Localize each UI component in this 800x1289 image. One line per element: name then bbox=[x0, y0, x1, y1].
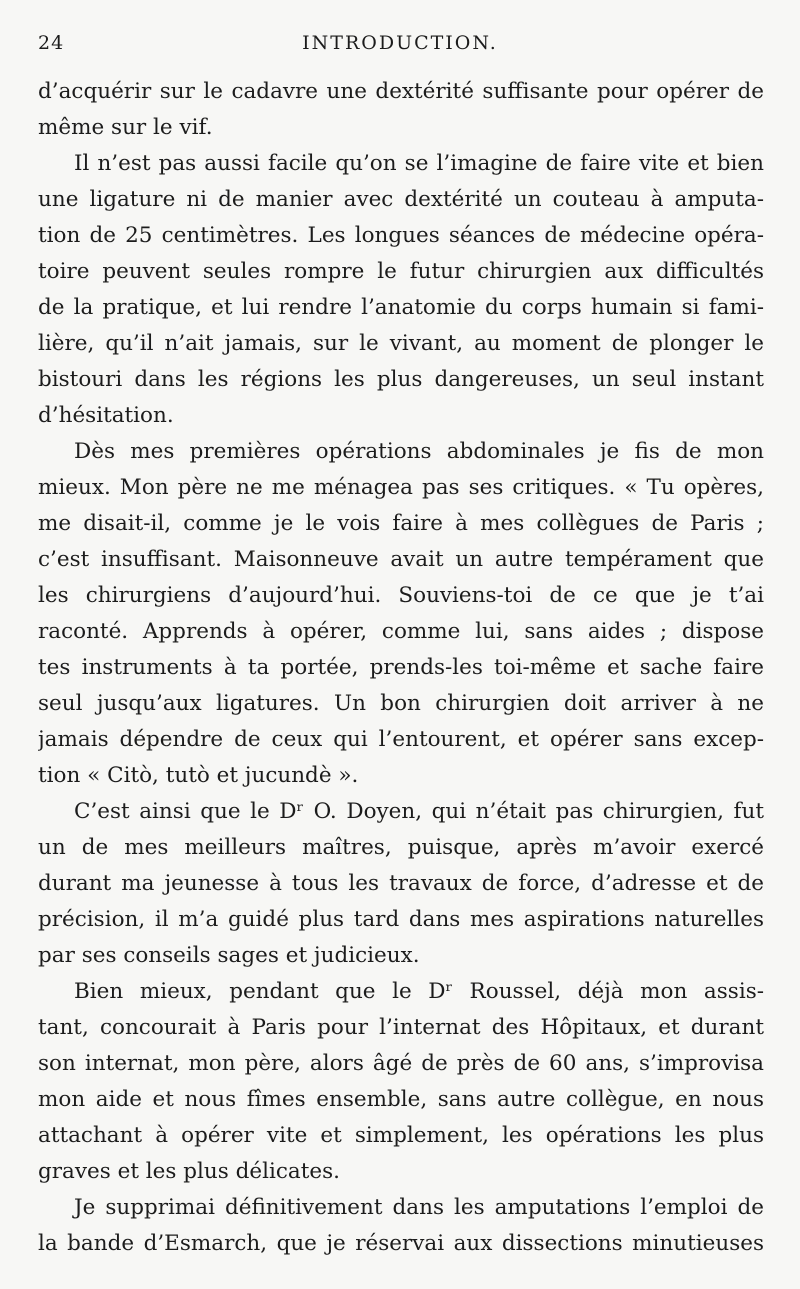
text-line: me disait-il, comme je le vois faire à mes collègues de Paris ; bbox=[38, 511, 764, 536]
text-line: bistouri dans les régions les plus dangereuses, un seul instant bbox=[38, 367, 764, 392]
page-number: 24 bbox=[38, 32, 65, 54]
text-line: Dès mes premières opérations abdominales je fis de mon bbox=[74, 439, 764, 464]
text-line: même sur le vif. bbox=[38, 115, 213, 140]
text-line: lière, qu’il n’ait jamais, sur le vivant, au moment de plonger le bbox=[38, 331, 764, 356]
text-line: précision, il m’a guidé plus tard dans mes aspirations naturelles bbox=[38, 907, 764, 932]
text-line: tion de 25 centimètres. Les longues séances de médecine opéra- bbox=[38, 223, 764, 248]
body-text bbox=[38, 74, 764, 1262]
text-line: les chirurgiens d’aujourd’hui. Souviens-toi de ce que je t’ai bbox=[38, 583, 764, 608]
text-line: Bien mieux, pendant que le Dʳ Roussel, déjà mon assis- bbox=[74, 979, 764, 1004]
text-line: graves et les plus délicates. bbox=[38, 1159, 340, 1184]
text-line: C’est ainsi que le Dʳ O. Doyen, qui n’était pas chirurgien, fut bbox=[74, 799, 764, 824]
text-line: son internat, mon père, alors âgé de près de 60 ans, s’improvisa bbox=[38, 1051, 764, 1076]
text-line: tion « Citò, tutò et jucundè ». bbox=[38, 763, 359, 788]
text-line: mieux. Mon père ne me ménagea pas ses critiques. « Tu opères, bbox=[38, 475, 764, 500]
text-line: jamais dépendre de ceux qui l’entourent, et opérer sans excep- bbox=[38, 727, 764, 752]
text-line: Je supprimai définitivement dans les amputations l’emploi de bbox=[74, 1195, 764, 1220]
text-line: seul jusqu’aux ligatures. Un bon chirurgien doit arriver à ne bbox=[38, 691, 764, 716]
text-line: un de mes meilleurs maîtres, puisque, après m’avoir exercé bbox=[38, 835, 764, 860]
text-line: d’acquérir sur le cadavre une dextérité suffisante pour opérer de bbox=[38, 79, 764, 104]
text-line: c’est insuffisant. Maisonneuve avait un autre tempérament que bbox=[38, 547, 764, 572]
text-line: par ses conseils sages et judicieux. bbox=[38, 943, 420, 968]
text-line: tant, concourait à Paris pour l’internat des Hôpitaux, et durant bbox=[38, 1015, 764, 1040]
text-line: mon aide et nous fîmes ensemble, sans autre collègue, en nous bbox=[38, 1087, 764, 1112]
text-line: Il n’est pas aussi facile qu’on se l’imagine de faire vite et bien bbox=[74, 151, 764, 176]
text-line: tes instruments à ta portée, prends-les toi-même et sache faire bbox=[38, 655, 764, 680]
running-head bbox=[38, 32, 762, 60]
text-line: durant ma jeunesse à tous les travaux de force, d’adresse et de bbox=[38, 871, 764, 896]
running-title: INTRODUCTION. bbox=[302, 32, 498, 54]
text-line: une ligature ni de manier avec dextérité un couteau à amputa- bbox=[38, 187, 764, 212]
text-line: de la pratique, et lui rendre l’anatomie du corps humain si fami- bbox=[38, 295, 764, 320]
text-line: attachant à opérer vite et simplement, les opérations les plus bbox=[38, 1123, 764, 1148]
text-line: toire peuvent seules rompre le futur chirurgien aux difficultés bbox=[38, 259, 764, 284]
text-line: raconté. Apprends à opérer, comme lui, sans aides ; dispose bbox=[38, 619, 764, 644]
text-line: la bande d’Esmarch, que je réservai aux dissections minutieuses bbox=[38, 1231, 764, 1256]
text-line: d’hésitation. bbox=[38, 403, 174, 428]
